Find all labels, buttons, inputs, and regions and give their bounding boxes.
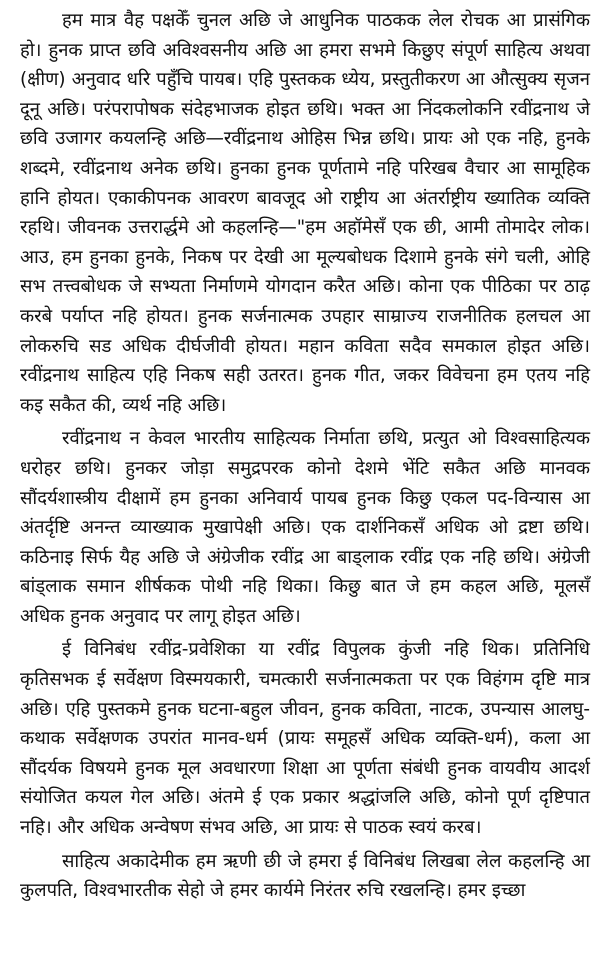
paragraph-4: साहित्य अकादेमीक हम ऋणी छी जे हमरा ई विनिबंध लिखबा लेल कहलन्हि आ कुलपति, विश्वभारतीक सेहो जे हमर कार्यमे निरंतर रुचि रखलन्हि। हमर इच्छा bbox=[20, 850, 590, 902]
paragraph-1: हम मात्र वैह पक्षकेँ चुनल अछि जे आधुनिक पाठकक लेल रोचक आ प्रासंगिक हो। हुनक प्राप्त छवि अविश्वसनीय अछि आ हमरा सभमे किछुए संपूर्ण साहित्य अथवा (क्षीण) अनुवाद धरि पहुँचि पायब। एहि पुस्तकक ध्येय, प्रस्तुतीकरण आ औत्सुक्य सृजन दूनू अछि। परंपरापोषक संदेहभाजक होइत छथि। भक्त आ निंदकलोकनि रवींद्रनाथ जे छवि उजागर कयलन्हि अछि—रवींद्रनाथ ओहिस भिन्न छथि। प्रायः ओ एक नहि, हुनके शब्दमे, रवींद्रनाथ अनेक छथि। हुनका हुनक पूर्णतामे नहि परिखब वैचार आ सामूहिक हानि होयत। एकाकीपनक आवरण बावजूद ओ राष्ट्रीय आ अंतर्राष्ट्रीय ख्यातिक व्यक्ति रहथि। जीवनक उत्तरार्द्धमे ओ कहलन्हि—"हम अहॉमेसँ एक छी, आमी तोमादेर लोक। आउ, हम हुनका हुनके, निकष पर देखी आ मूल्यबोधक दिशामे हुनके संगे चली, ओहि सभ तत्त्वबोधक जे सभ्यता निर्माणमे योगदान करैत अछि। कोना एक पीठिका पर ठाढ़ करबे पर्याप्त नहि होयत। हुनक सर्जनात्मक उपहार साम्राज्य राजनीतिक हलचल आ लोकरुचि सड अधिक दीर्घजीवी होयत। महान कविता सदैव समकाल होइत अछि। रवींद्रनाथ साहित्य एहि निकष सही उतरत। हुनक गीत, जकर विवेचना हम एतय नहि कइ सकैत की, व्यर्थ नहि अछि। bbox=[20, 10, 590, 416]
paragraph-2: रवींद्रनाथ न केवल भारतीय साहित्यक निर्माता छथि, प्रत्युत ओ विश्वसाहित्यक धरोहर छथि। हुनकर जोड़ा समुद्रपरक कोनो देशमे भेंटि सकैत अछि मानवक सौंदर्यशास्त्रीय दीक्षामें हम हुनका अनिवार्य पायब हुनक किछु एकल पद-विन्यास आ अंतर्दृष्टि अनन्त व्याख्याक मुखापेक्षी अछि। एक दार्शनिकसँ अधिक ओ द्रष्टा छथि। कठिनाइ सिर्फ यैह अछि जे अंग्रेजीक रवींद्र आ बाड्लाक रवींद्र एक नहि छथि। अंग्रेजी बांड्लाक समान शीर्षकक पोथी नहि थिका। किछु बात जे हम कहल अछि, मूलसँ अधिक हुनक अनुवाद पर लागू होइत अछि। bbox=[20, 428, 590, 627]
paragraph-3: ई विनिबंध रवींद्र-प्रवेशिका या रवींद्र विपुलक कुंजी नहि थिक। प्रतिनिधि कृतिसभक ई सर्वेक्षण विस्मयकारी, चमत्कारी सर्जनात्मकता पर एक विहंगम दृष्टि मात्र अछि। एहि पुस्तकमे हुनक घटना-बहुल जीवन, हुनक कविता, नाटक, उपन्यास आलघु-कथाक सर्वेक्षणक उपरांत मानव-धर्म (प्रायः समूहसँ अधिक व्यक्ति-धर्म), कला आ सौंदर्यक विषयमे हुनक मूल अवधारणा शिक्षा आ पूर्णता संबंधी हुनक वायवीय आदर्श संयोजित कयल गेल अछि। अंतमे ई एक प्रकार श्रद्धांजलि अछि, कोनो पूर्ण दृष्टिपात नहि। और अधिक अन्वेषण संभव अछि, आ प्रायः से पाठक स्वयं करब। bbox=[20, 639, 590, 839]
